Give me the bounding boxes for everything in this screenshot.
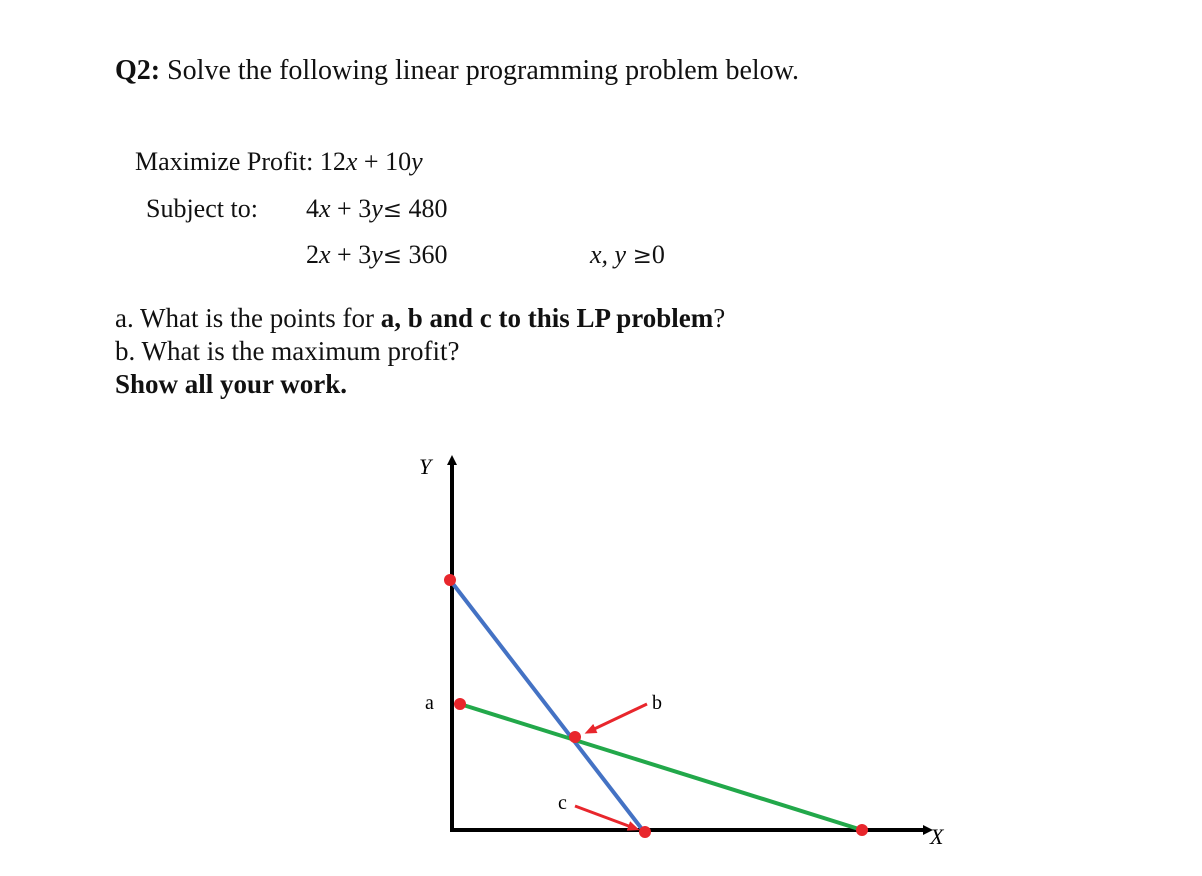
corner-point-x-intercept-2 — [856, 824, 868, 836]
constraint-2-relation: ≤ — [382, 243, 403, 269]
arrow-to-b — [590, 704, 647, 731]
question-a-prefix: a. What is the points for — [115, 303, 381, 333]
nonneg-vars: x, y — [590, 240, 627, 269]
nonneg-relation: ≥ — [632, 243, 652, 269]
constraint-2-op: + — [337, 240, 352, 269]
question-a-bold: a, b and c to this LP problem — [380, 303, 714, 333]
question-prompt: Solve the following linear programming problem below. — [167, 55, 800, 86]
question-b: b. What is the maximum profit? — [115, 336, 460, 366]
point-label-b: b — [652, 692, 662, 714]
constraint-2-line — [460, 704, 862, 830]
corner-point-b — [569, 731, 581, 743]
objective-var-x: x — [345, 147, 358, 176]
constraint-1-relation: ≤ — [382, 197, 403, 223]
objective-op: + — [363, 147, 379, 176]
question-a-suffix: ? — [713, 303, 726, 333]
constraint-1-op: + — [337, 194, 352, 223]
corner-point-y-intercept-1 — [444, 574, 456, 586]
nonneg-rhs: 0 — [651, 240, 665, 269]
constraint-2-coef-x: 2 — [306, 240, 319, 269]
objective-label: Maximize Profit: — [135, 147, 314, 176]
subject-to-label: Subject to: — [146, 194, 258, 223]
constraint-1-rhs: 480 — [408, 194, 448, 223]
point-label-a: a — [425, 692, 434, 714]
constraint-2-rhs: 360 — [408, 240, 448, 269]
constraint-2-coef-y: 3 — [358, 240, 372, 269]
constraint-1-var-x: x — [319, 194, 331, 223]
corner-point-c — [639, 826, 651, 838]
point-label-c: c — [558, 792, 567, 814]
corner-point-a — [454, 698, 466, 710]
question-number: Q2: — [115, 55, 161, 86]
objective-var-y: y — [411, 147, 423, 176]
constraint-1-var-y: y — [371, 194, 383, 223]
constraint-2-var-x: x — [319, 240, 331, 269]
constraint-1-line — [450, 580, 645, 833]
y-axis-label: Y — [419, 454, 432, 479]
objective-coef-x: 12 — [319, 147, 346, 176]
x-axis-label: X — [930, 824, 944, 849]
instruction: Show all your work. — [115, 369, 348, 399]
constraint-1-coef-x: 4 — [306, 194, 319, 223]
constraint-1-coef-y: 3 — [358, 194, 372, 223]
objective-coef-y: 10 — [385, 147, 412, 176]
constraint-2-var-y: y — [371, 240, 383, 269]
